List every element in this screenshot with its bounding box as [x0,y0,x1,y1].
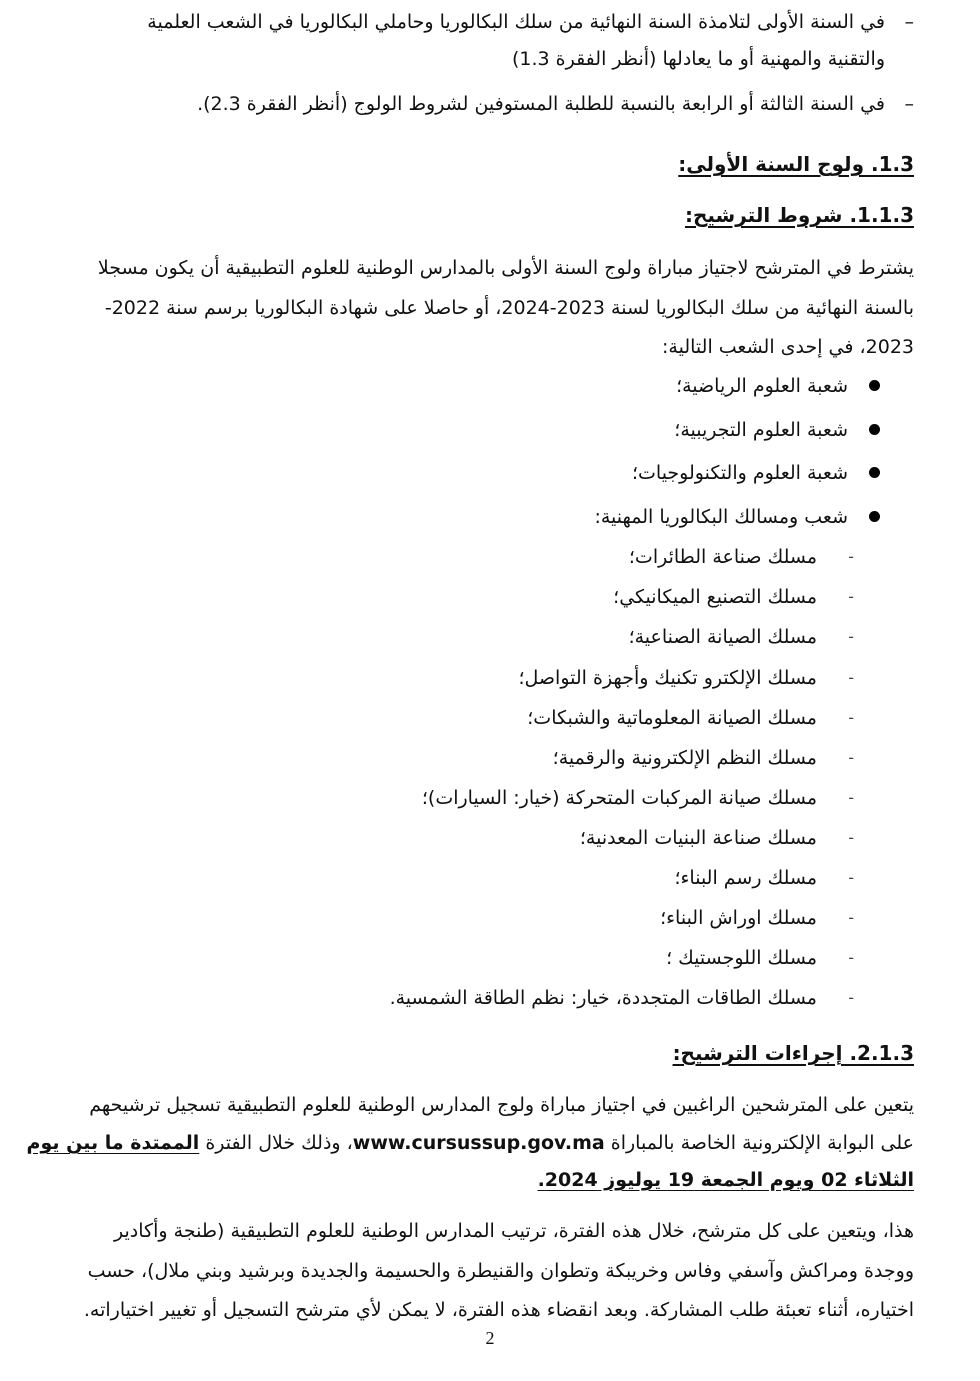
sub-item: مسلك رسم البناء؛ [674,867,817,889]
conditions-paragraph-line-1: يشترط في المترشح لاجتياز مباراة ولوج السنة الأولى بالمدارس الوطنية للعلوم التطبيقية أن يكون مسجلا [97,257,914,279]
sub-item: مسلك الصيانة المعلوماتية والشبكات؛ [527,707,817,729]
procedures-paragraph-line-2 [26,1131,914,1155]
procedures-line-2-period: ، وذلك خلال الفترة [199,1132,353,1154]
bullet-dot [869,511,880,522]
sub-item-dash: - [848,948,854,967]
sub-item-dash: - [848,828,854,847]
period-start-text: الممتدة ما بين يوم [26,1132,200,1154]
procedures-line-2-text: على البوابة الإلكترونية الخاصة بالمباراة [604,1132,914,1154]
sub-item: مسلك صناعة الطائرات؛ [628,546,817,568]
dash-mark: – [904,11,914,33]
portal-url: www.cursussup.gov.ma [352,1132,605,1154]
bullet-dot [869,467,880,478]
sub-item-dash: - [848,868,854,887]
sub-item-dash: - [848,788,854,807]
bullet-dot [869,380,880,391]
procedures-paragraph-line-1: يتعين على المترشحين الراغبين في اجتياز مباراة ولوج المدارس الوطنية للعلوم التطبيقية تسجيل ترشيحهم [89,1094,914,1116]
page-number: 2 [485,1328,495,1348]
dash-mark: – [904,93,914,115]
bullet-item: شعبة العلوم الرياضية؛ [676,375,848,397]
sub-item-dash: - [848,748,854,767]
ranking-paragraph-line-2: ووجدة ومراكش وآسفي وفاس وخريبكة وتطوان والقنيطرة والحسيمة والجديدة وبرشيد وبني ملال)، حسب [87,1260,914,1282]
intro-item-1-line-1: في السنة الأولى لتلامذة السنة النهائية من سلك البكالوريا وحاملي البكالوريا في الشعب العلمية [147,11,885,33]
conditions-paragraph-line-2: بالسنة النهائية من سلك البكالوريا لسنة 2023-2024، أو حاصلا على شهادة البكالوريا برسم سنة 2022- [104,297,914,319]
intro-item-2-line-1: في السنة الثالثة أو الرابعة بالنسبة للطلبة المستوفين لشروط الولوج (أنظر الفقرة 2.3). [197,93,885,115]
sub-item: مسلك التصنيع الميكانيكي؛ [613,586,817,608]
sub-item-dash: - [848,547,854,566]
sub-item: مسلك النظم الإلكترونية والرقمية؛ [552,747,817,769]
sub-item: مسلك الطاقات المتجددة، خيار: نظم الطاقة الشمسية. [389,987,817,1009]
ranking-paragraph-line-3: اختياره، أثناء تعبئة طلب المشاركة. وبعد انقضاء هذه الفترة، لا يمكن لأي مترشح التسجيل أو تغيير اختياراته. [83,1299,914,1321]
sub-item-dash: - [848,908,854,927]
section-heading-2-1-3: 2.1.3. إجراءات الترشيح: [672,1041,914,1065]
sub-item: مسلك اللوجستيك ؛ [666,947,817,969]
sub-item-dash: - [848,668,854,687]
intro-item-1-line-2: والتقنية والمهنية أو ما يعادلها (أنظر الفقرة 1.3) [511,48,885,70]
bullet-item: شعبة العلوم والتكنولوجيات؛ [631,462,848,484]
sub-item-dash: - [848,587,854,606]
sub-item-dash: - [848,988,854,1007]
registration-dates: الثلاثاء 02 ويوم الجمعة 19 يوليوز 2024. [537,1169,914,1191]
sub-item-dash: - [848,627,854,646]
conditions-paragraph-line-3: 2023، في إحدى الشعب التالية: [662,336,914,358]
sub-item: مسلك صيانة المركبات المتحركة (خيار: السيارات)؛ [421,787,817,809]
sub-item: مسلك الإلكترو تكنيك وأجهزة التواصل؛ [518,667,817,689]
bullet-item: شعبة العلوم التجريبية؛ [674,419,848,441]
sub-item: مسلك صناعة البنيات المعدنية؛ [579,827,817,849]
sub-item-dash: - [848,708,854,727]
sub-item: مسلك اوراش البناء؛ [660,907,817,929]
section-heading-1-3: 1.3. ولوج السنة الأولى: [678,152,914,176]
bullet-dot [869,424,880,435]
section-heading-1-1-3: 1.1.3. شروط الترشيح: [684,203,914,227]
sub-item: مسلك الصيانة الصناعية؛ [628,626,817,648]
ranking-paragraph-line-1: هذا، ويتعين على كل مترشح، خلال هذه الفترة، ترتيب المدارس الوطنية للعلوم التطبيقية (طنجة وأكادير [114,1220,914,1242]
bullet-item: شعب ومسالك البكالوريا المهنية: [594,506,848,528]
